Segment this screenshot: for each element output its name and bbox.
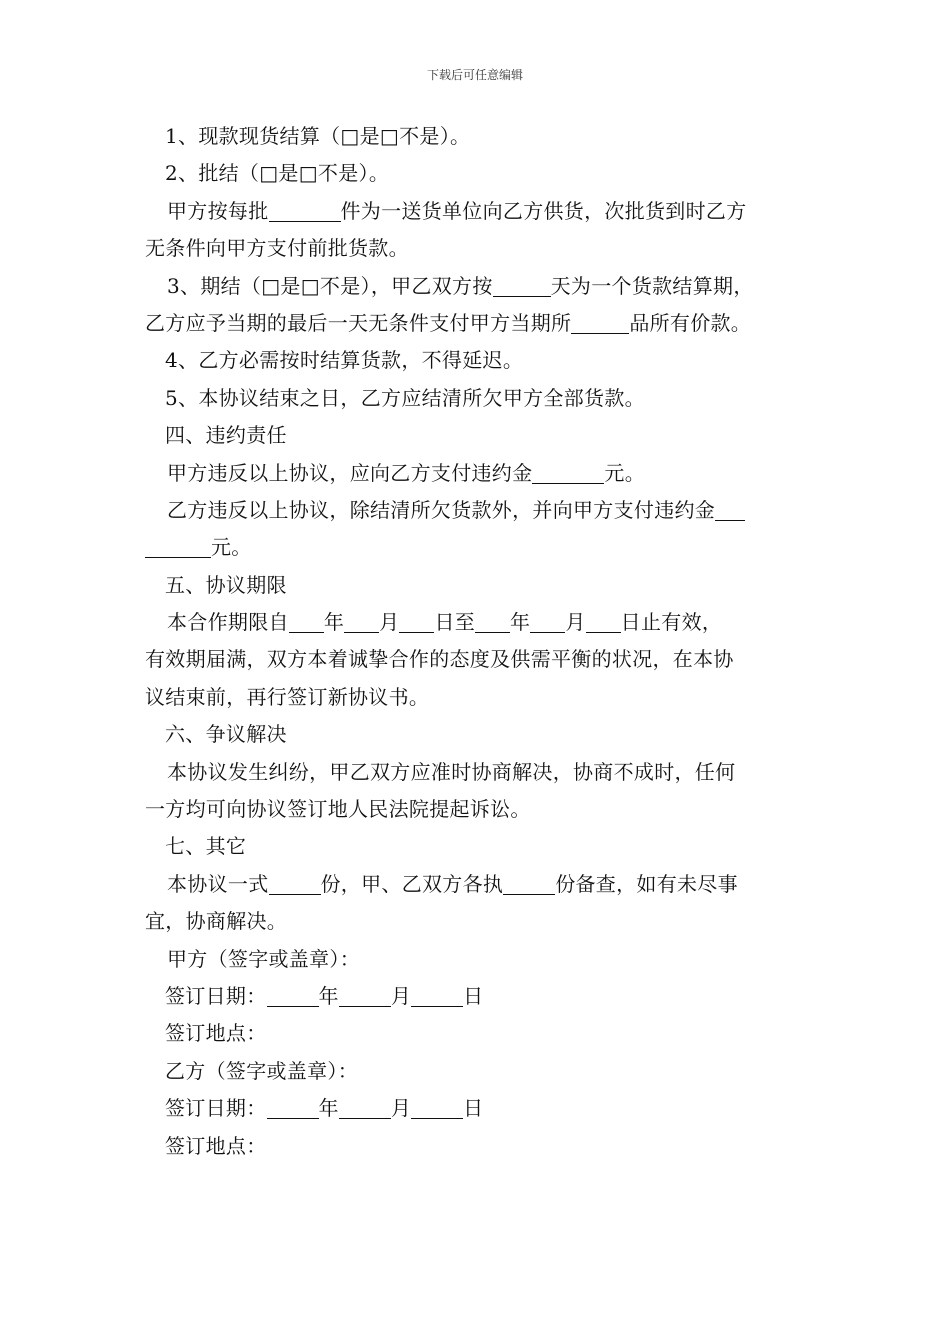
batch-payment-line: 无条件向甲方支付前批货款。 — [145, 236, 409, 261]
party-b-signature-label: 乙方（签字或盖章）： — [165, 1058, 358, 1083]
copies-text-3: 份备查，如有未尽事 — [555, 871, 738, 896]
term-text: 本合作期限自 — [167, 610, 289, 635]
blank-b-month — [339, 1096, 391, 1119]
term-renewal-line-2: 议结束前，再行签订新协议书。 — [145, 684, 430, 709]
copies-line — [145, 866, 825, 903]
term-year-label: 年 — [323, 610, 345, 635]
clause-final-settlement: 5、本协议结束之日，乙方应结清所欠甲方全部货款。 — [165, 385, 645, 410]
period-payment-text-2: 品所有价款。 — [629, 310, 752, 335]
party-b-penalty-line-2 — [145, 529, 825, 566]
clause-cash-settlement: 1、现款现货结算（□是□不是）。 — [165, 124, 471, 148]
contract-body — [145, 118, 825, 1165]
blank-start-month — [344, 610, 379, 633]
blank-start-year — [289, 610, 324, 633]
party-b-penalty-line — [145, 492, 825, 529]
party-a-penalty-text: 甲方违反以上协议，应向乙方支付违约金 — [167, 460, 533, 485]
sign-date-month-a: 月 — [390, 983, 412, 1008]
batch-supply-text: 甲方按每批 — [167, 198, 269, 223]
blank-start-day — [399, 610, 434, 633]
blank-party-b-penalty-b — [145, 535, 211, 558]
sign-date-year-b: 年 — [318, 1096, 339, 1121]
term-end-month-label: 月 — [565, 610, 586, 635]
period-payment-text: 乙方应予当期的最后一天无条件支付甲方当期所 — [145, 310, 572, 335]
section-heading-term: 五、协议期限 — [165, 572, 287, 597]
copies-text-2: 份，甲、乙双方各执 — [320, 871, 504, 896]
blank-end-month — [530, 610, 565, 633]
blank-each-copies — [503, 872, 555, 895]
blank-b-year — [267, 1096, 319, 1119]
party-b-penalty-unit: 元。 — [211, 535, 252, 560]
blank-end-year — [475, 610, 510, 633]
clause-on-time: 4、乙方必需按时结算货款，不得延迟。 — [165, 348, 524, 373]
batch-supply-text-2: 件为一送货单位向乙方供货，次批货到时乙方 — [340, 198, 747, 223]
party-b-sign-place: 签订地点： — [165, 1133, 267, 1158]
page-header: 下载后可任意编辑 — [426, 68, 523, 82]
sign-date-month-b: 月 — [390, 1096, 412, 1121]
copies-text: 本协议一式 — [167, 871, 269, 896]
blank-party-b-penalty-a — [715, 498, 745, 521]
blank-end-day — [586, 610, 621, 633]
term-end-text: 日止有效， — [620, 610, 723, 635]
term-renewal-line: 有效期届满，双方本着诚挚合作的态度及供需平衡的状况，在本协 — [145, 647, 734, 672]
party-a-signature-label: 甲方（签字或盖章）： — [167, 946, 360, 971]
term-end-year-label: 年 — [510, 610, 531, 635]
blank-party-a-penalty — [532, 461, 604, 484]
copies-line-2: 宜，协商解决。 — [145, 909, 288, 934]
term-period-line — [145, 604, 825, 641]
blank-a-year — [267, 984, 319, 1007]
period-text-2: 天为一个货款结算期， — [550, 273, 754, 298]
blank-a-day — [411, 984, 463, 1007]
clause-batch-settlement: 2、批结（□是□不是）。 — [165, 161, 390, 186]
sign-date-day-a: 日 — [463, 983, 484, 1008]
term-month-label: 月 — [379, 610, 400, 635]
dispute-line-2: 一方均可向协议签订地人民法院提起诉讼。 — [145, 797, 531, 822]
period-text: 3、期结（□是□不是），甲乙双方按 — [167, 273, 493, 298]
sign-date-label-a: 签订日期： — [165, 983, 267, 1008]
party-a-sign-date — [145, 978, 825, 1015]
blank-period-days — [493, 274, 551, 297]
clause-period-settlement — [145, 268, 825, 305]
party-a-penalty-line — [145, 455, 825, 492]
batch-supply-line — [145, 193, 825, 230]
party-b-sign-date — [145, 1090, 825, 1127]
sign-date-label-b: 签订日期： — [165, 1096, 267, 1121]
sign-date-day-b: 日 — [463, 1096, 484, 1121]
party-a-sign-place: 签订地点： — [165, 1021, 267, 1046]
period-payment-line — [145, 305, 825, 342]
party-b-penalty-text: 乙方违反以上协议，除结清所欠货款外，并向甲方支付违约金 — [167, 497, 716, 522]
term-to-label: 日至 — [434, 610, 476, 635]
blank-a-month — [339, 984, 391, 1007]
sign-date-year-a: 年 — [318, 983, 339, 1008]
blank-total-copies — [269, 872, 321, 895]
blank-period-goods — [571, 311, 629, 334]
party-a-penalty-unit: 元。 — [604, 460, 646, 485]
section-heading-other: 七、其它 — [165, 834, 247, 859]
blank-b-day — [411, 1096, 463, 1119]
section-heading-liability: 四、违约责任 — [165, 423, 287, 448]
blank-batch-quantity — [269, 199, 341, 222]
section-heading-dispute: 六、争议解决 — [165, 722, 287, 747]
dispute-line: 本协议发生纠纷，甲乙双方应准时协商解决，协商不成时，任何 — [167, 759, 736, 784]
